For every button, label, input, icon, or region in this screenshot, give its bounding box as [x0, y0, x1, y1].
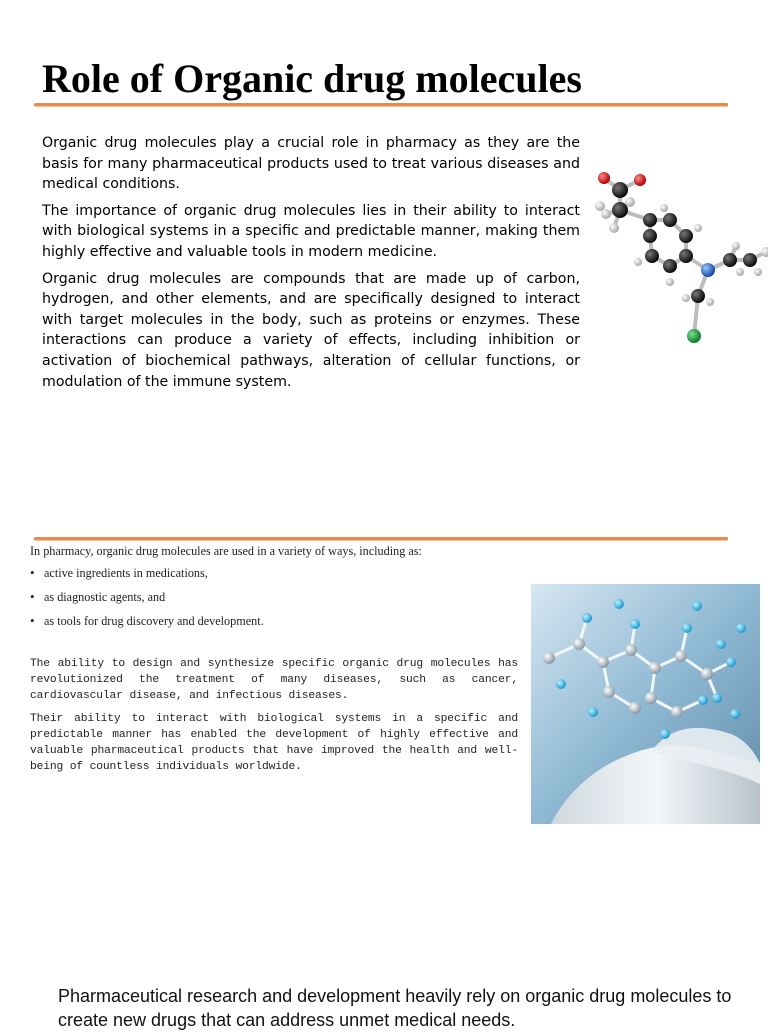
- footer-text: Pharmaceutical research and development heavily rely on organic drug molecules to create new drugs that can address unmet medical needs.: [58, 986, 732, 1030]
- uses-intro: In pharmacy, organic drug molecules are used in a variety of ways, including as:: [30, 544, 422, 558]
- impact-paragraph-1: The ability to design and synthesize specific organic drug molecules has revolutionized the treatment of many diseases, such as cancer, cardiovascular disease, and infectious diseases.: [30, 657, 518, 702]
- intro-section: [42, 133, 580, 398]
- uses-list-item: • active ingredients in medications,: [30, 565, 518, 581]
- impact-paragraph-2: Their ability to interact with biological systems in a specific and predictable manner has enabled the development of highly effective and valuable pharmaceutical products that have improved the health and well-being of countless individuals worldwide.: [30, 712, 518, 773]
- intro-paragraph-1: Organic drug molecules play a crucial role in pharmacy as they are the basis for many pharmaceutical products used to treat various diseases and medical conditions.: [42, 135, 580, 193]
- uses-list-item: • as tools for drug discovery and development.: [30, 613, 518, 629]
- hand-molecule-photo: [531, 584, 760, 824]
- intro-paragraph-3: Organic drug molecules are compounds that are made up of carbon, hydrogen, and other elements, and are specifically designed to interact with target molecules in the body, such as proteins or enzymes. These interactions can produce a variety of effects, including inhibition or activation of biochemical pathways, alteration of cellular functions, or modulation of the immune system.: [42, 270, 580, 390]
- uses-section: [30, 543, 518, 782]
- molecule-model-image: [590, 148, 768, 348]
- section-divider: [34, 537, 728, 540]
- page-title: Role of Organic drug molecules: [42, 56, 582, 101]
- uses-list-item: • as diagnostic agents, and: [30, 589, 518, 605]
- uses-list: [30, 565, 518, 629]
- title-divider: [34, 103, 728, 106]
- intro-paragraph-2: The importance of organic drug molecules lies in their ability to interact with biological systems in a specific and predictable manner, making them highly effective and valuable tools in modern medicine.: [42, 202, 580, 260]
